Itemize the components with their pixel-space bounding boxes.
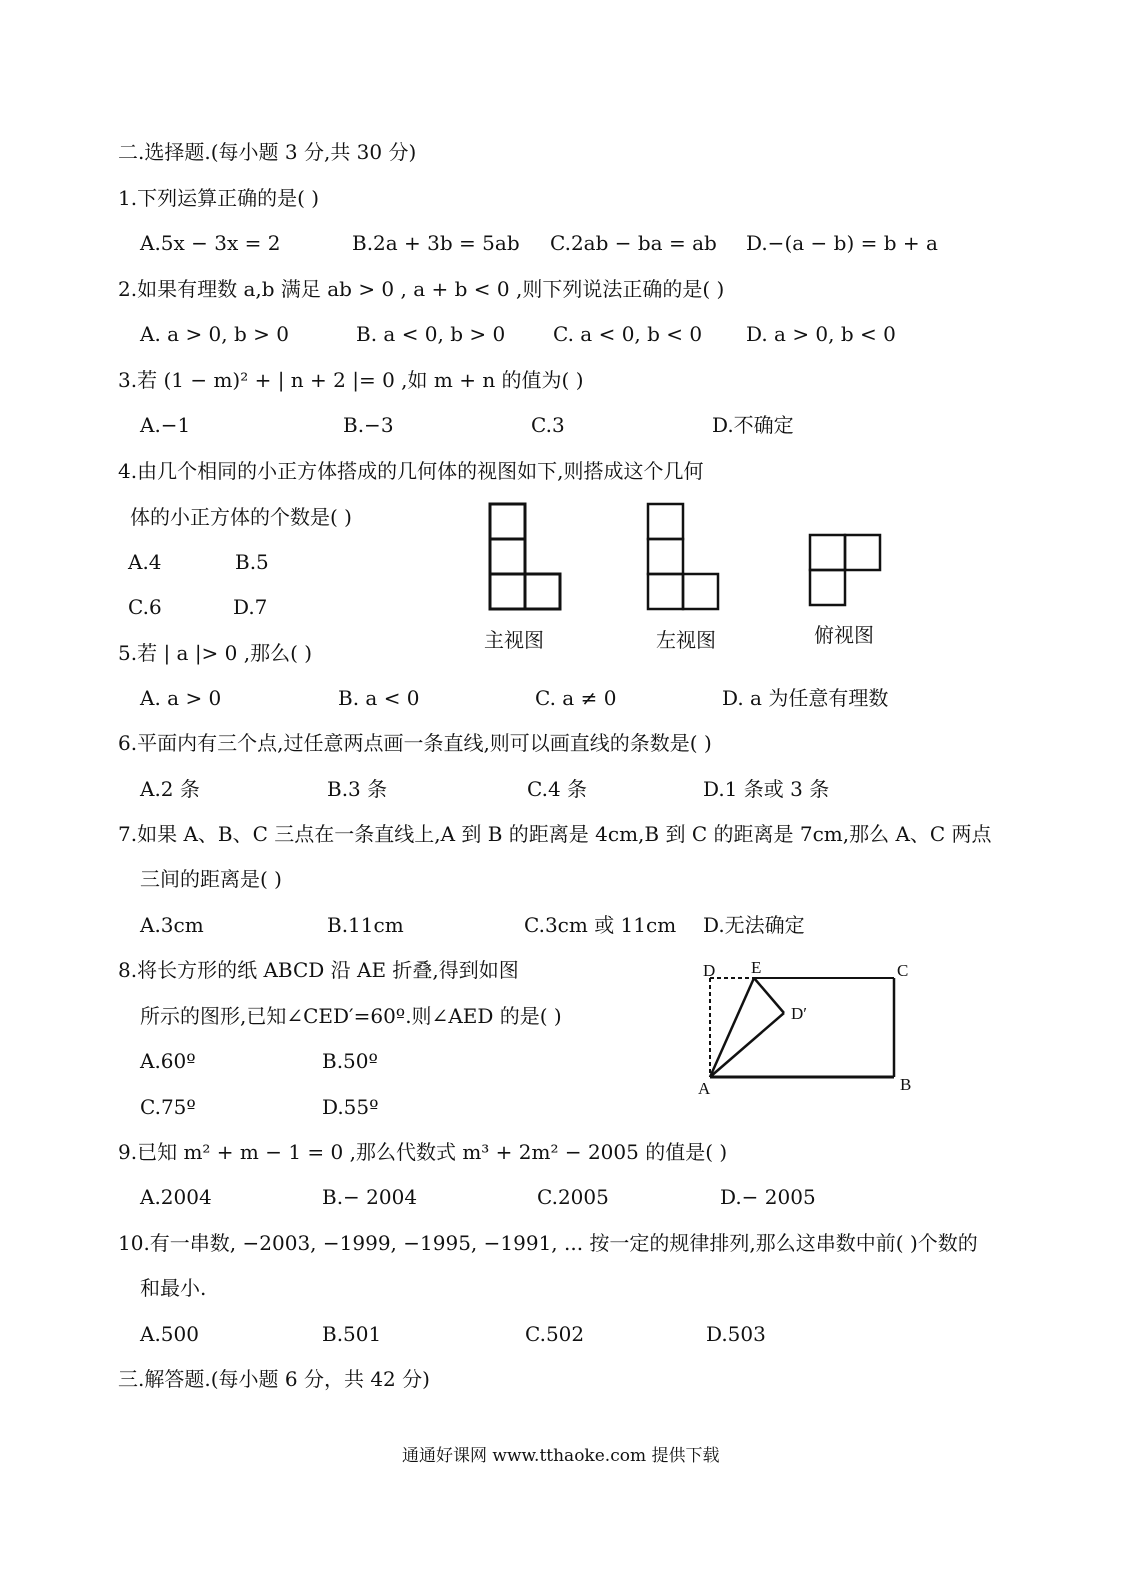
question-2-option-a: A. a > 0, b > 0	[140, 322, 289, 346]
question-9-option-b: B.− 2004	[322, 1185, 418, 1209]
question-6-option-d: D.1 条或 3 条	[703, 777, 830, 801]
label-d: D	[703, 961, 716, 980]
question-6-stem: 6.平面内有三个点,过任意两点画一条直线,则可以画直线的条数是( )	[118, 731, 712, 755]
question-6-option-b: B.3 条	[327, 777, 388, 801]
question-2-stem: 2.如果有理数 a,b 满足 ab > 0 , a + b < 0 ,则下列说法正确的是( )	[118, 277, 725, 301]
top-view-caption: 俯视图	[814, 623, 874, 647]
question-1-option-b: B.2a + 3b = 5ab	[352, 231, 520, 255]
question-7-option-c: C.3cm 或 11cm	[524, 913, 677, 937]
section-title-3: 三.解答题.(每小题 6 分，共 42 分)	[118, 1367, 430, 1391]
question-7-option-a: A.3cm	[140, 913, 204, 937]
question-4-option-b: B.5	[235, 550, 269, 574]
label-c: C	[897, 961, 909, 980]
question-4-stem-cont: 体的小正方体的个数是( )	[130, 505, 352, 529]
fold-rectangle-figure	[696, 956, 924, 1098]
question-8-option-b: B.50º	[322, 1049, 378, 1073]
question-7-option-b: B.11cm	[327, 913, 404, 937]
question-2-option-b: B. a < 0, b > 0	[356, 322, 506, 346]
question-8-option-d: D.55º	[322, 1095, 379, 1119]
label-e: E	[751, 958, 762, 977]
question-1-option-d: D.−(a − b) = b + a	[746, 231, 938, 255]
question-1-stem: 1.下列运算正确的是( )	[118, 186, 320, 210]
label-d-prime: D′	[791, 1004, 807, 1023]
label-a: A	[698, 1079, 711, 1098]
question-9-option-d: D.− 2005	[720, 1185, 816, 1209]
question-9-option-c: C.2005	[537, 1185, 609, 1209]
top-view-figure	[808, 533, 884, 609]
question-3-option-c: C.3	[531, 413, 565, 437]
question-4-option-c: C.6	[128, 595, 162, 619]
question-1-option-c: C.2ab − ba = ab	[550, 231, 717, 255]
question-10-option-a: A.500	[140, 1322, 199, 1346]
question-5-option-b: B. a < 0	[338, 686, 420, 710]
question-7-stem-cont: 三间的距离是( )	[140, 867, 282, 891]
question-5-option-d: D. a 为任意有理数	[722, 686, 889, 710]
question-3-stem: 3.若 (1 − m)² + | n + 2 |= 0 ,如 m + n 的值为( )	[118, 368, 584, 392]
left-view-caption: 左视图	[656, 628, 716, 652]
front-view-figure	[488, 502, 564, 612]
question-4-option-a: A.4	[128, 550, 162, 574]
footer-text: 通通好课网 www.tthaoke.com 提供下载	[402, 1446, 720, 1466]
question-4-option-d: D.7	[233, 595, 268, 619]
question-8-option-a: A.60º	[140, 1049, 196, 1073]
question-5-option-a: A. a > 0	[140, 686, 222, 710]
question-7-stem: 7.如果 A、B、C 三点在一条直线上,A 到 B 的距离是 4cm,B 到 C 的距离是 7cm,那么 A、C 两点	[118, 822, 992, 846]
question-8-option-c: C.75º	[140, 1095, 196, 1119]
question-10-option-c: C.502	[525, 1322, 585, 1346]
question-4-stem: 4.由几个相同的小正方体搭成的几何体的视图如下,则搭成这个几何	[118, 459, 704, 483]
question-3-option-b: B.−3	[343, 413, 394, 437]
front-view-caption: 主视图	[484, 628, 544, 652]
question-8-stem: 8.将长方形的纸 ABCD 沿 AE 折叠,得到如图	[118, 958, 519, 982]
question-5-option-c: C. a ≠ 0	[535, 686, 617, 710]
question-7-option-d: D.无法确定	[703, 913, 805, 937]
left-view-figure	[646, 502, 722, 612]
question-5-stem: 5.若 | a |> 0 ,那么( )	[118, 641, 313, 665]
question-6-option-c: C.4 条	[527, 777, 588, 801]
question-3-option-a: A.−1	[140, 413, 191, 437]
question-10-option-b: B.501	[322, 1322, 382, 1346]
question-10-stem-cont: 和最小.	[140, 1276, 207, 1300]
question-10-stem: 10.有一串数, −2003, −1999, −1995, −1991, ... 按一定的规律排列,那么这串数中前( )个数的	[118, 1231, 978, 1255]
question-2-option-c: C. a < 0, b < 0	[553, 322, 703, 346]
question-2-option-d: D. a > 0, b < 0	[746, 322, 896, 346]
question-8-stem-cont: 所示的图形,已知∠CED′=60º.则∠AED 的是( )	[140, 1004, 562, 1028]
question-3-option-d: D.不确定	[712, 413, 794, 437]
section-title: 二.选择题.(每小题 3 分,共 30 分)	[118, 140, 417, 164]
question-1-option-a: A.5x − 3x = 2	[140, 231, 281, 255]
question-9-stem: 9.已知 m² + m − 1 = 0 ,那么代数式 m³ + 2m² − 2005 的值是( )	[118, 1140, 728, 1164]
question-6-option-a: A.2 条	[140, 777, 200, 801]
label-b: B	[900, 1075, 912, 1094]
question-9-option-a: A.2004	[140, 1185, 212, 1209]
question-10-option-d: D.503	[706, 1322, 766, 1346]
